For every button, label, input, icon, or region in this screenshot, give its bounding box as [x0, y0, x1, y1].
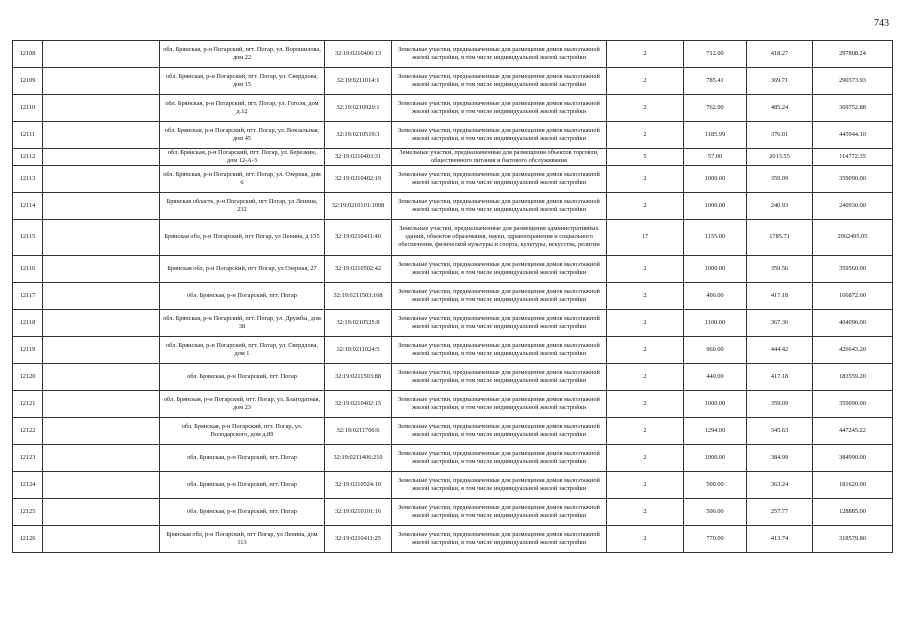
- cell-cadastral-value: 181620.00: [813, 471, 893, 498]
- cell-record-id: 12125: [13, 498, 43, 525]
- cell-address: обл. Брянская, р-н Погарский, пгт. Погар, ул. Березкин, дом 12-А-3: [160, 149, 325, 166]
- cell-record-id: 12110: [13, 95, 43, 122]
- table-row: [13, 336, 893, 363]
- cell-record-id: 12109: [13, 68, 43, 95]
- cell-group: 2: [607, 68, 684, 95]
- cell-area: 770.00: [684, 525, 747, 552]
- cell-area: 1294.00: [684, 417, 747, 444]
- cell-spacer: [43, 122, 160, 149]
- cell-cadastral-value: 2062495.05: [813, 219, 893, 255]
- cell-address: обл. Брянская, р-н Погарский, пгт. Погар, ул. Дружбы, дом 38: [160, 309, 325, 336]
- cell-cadastral-value: 359560.00: [813, 255, 893, 282]
- cell-address: обл. Брянская, р-н Погарский, пгт. Погар: [160, 282, 325, 309]
- cell-specific-value: 417.18: [747, 282, 813, 309]
- cell-cadastral-number: 32:19:0210406:13: [325, 41, 392, 68]
- cell-specific-value: 359.56: [747, 255, 813, 282]
- cell-spacer: [43, 309, 160, 336]
- cell-group: 2: [607, 41, 684, 68]
- table-row: [13, 309, 893, 336]
- cell-record-id: 12111: [13, 122, 43, 149]
- cell-area: 57.00: [684, 149, 747, 166]
- cell-cadastral-number: 32:19:0211503:168: [325, 282, 392, 309]
- cell-specific-value: 369.71: [747, 68, 813, 95]
- cell-cadastral-value: 447245.22: [813, 417, 893, 444]
- cell-cadastral-number: 32:19:0210524:10: [325, 471, 392, 498]
- cell-specific-value: 359.09: [747, 390, 813, 417]
- cell-land-use-purpose: Земельные участки, предназначенные для размещения домов малоэтажной жилой застройки, в том числе индивидуальной жилой застройки: [392, 309, 607, 336]
- cell-address: обл. Брянская, р-н Погарский, пгт. Погар, ул. Свердлова, дом 15: [160, 68, 325, 95]
- cell-group: 2: [607, 192, 684, 219]
- cell-group: 2: [607, 255, 684, 282]
- cell-cadastral-number: 32:19:0210101:1008: [325, 192, 392, 219]
- cell-spacer: [43, 498, 160, 525]
- cell-cadastral-number: 32:19:0211406:210: [325, 444, 392, 471]
- cell-land-use-purpose: Земельные участки, предназначенные для размещения домов малоэтажной жилой застройки, в том числе индивидуальной жилой застройки: [392, 336, 607, 363]
- cell-address: обл. Брянская, р-н Погарский, пгт. Погар: [160, 498, 325, 525]
- cell-land-use-purpose: Земельные участки, предназначенные для размещения домов малоэтажной жилой застройки, в том числе индивидуальной жилой застройки: [392, 255, 607, 282]
- cell-record-id: 12115: [13, 219, 43, 255]
- table-row: [13, 122, 893, 149]
- cell-cadastral-value: 128885.00: [813, 498, 893, 525]
- cell-cadastral-number: 32:19:0211503:88: [325, 363, 392, 390]
- cell-area: 1155.00: [684, 219, 747, 255]
- cell-specific-value: 417.18: [747, 363, 813, 390]
- cell-land-use-purpose: Земельные участки, предназначенные для размещения домов малоэтажной жилой застройки, в том числе индивидуальной жилой застройки: [392, 165, 607, 192]
- cell-cadastral-number: 32:19:0211014:1: [325, 68, 392, 95]
- cell-record-id: 12114: [13, 192, 43, 219]
- cell-cadastral-number: 32:19:0210525:8: [325, 309, 392, 336]
- cell-land-use-purpose: Земельные участки, предназначенные для размещения домов малоэтажной жилой застройки, в том числе индивидуальной жилой застройки: [392, 68, 607, 95]
- cell-cadastral-value: 240930.00: [813, 192, 893, 219]
- cell-cadastral-number: 32:19:0211706:6: [325, 417, 392, 444]
- cell-group: 2: [607, 444, 684, 471]
- cell-address: обл. Брянская, р-н Погарский, пгт. Погар: [160, 363, 325, 390]
- cell-record-id: 12123: [13, 444, 43, 471]
- page-number: 743: [874, 18, 889, 29]
- cell-group: 17: [607, 219, 684, 255]
- cell-spacer: [43, 390, 160, 417]
- cell-address: обл. Брянская, р-н Погарский, пгт. Погар: [160, 444, 325, 471]
- cell-spacer: [43, 68, 160, 95]
- cell-cadastral-value: 359090.00: [813, 390, 893, 417]
- cell-area: 712.00: [684, 41, 747, 68]
- cell-spacer: [43, 41, 160, 68]
- cell-land-use-purpose: Земельные участки, предназначенные для размещения домов малоэтажной жилой застройки, в том числе индивидуальной жилой застройки: [392, 282, 607, 309]
- table-row: [13, 95, 893, 122]
- cell-area: 1100.00: [684, 309, 747, 336]
- cell-specific-value: 413.74: [747, 525, 813, 552]
- cell-record-id: 12124: [13, 471, 43, 498]
- cell-group: 2: [607, 95, 684, 122]
- cell-specific-value: 367.36: [747, 309, 813, 336]
- cell-area: 960.00: [684, 336, 747, 363]
- table-row: [13, 498, 893, 525]
- cell-record-id: 12122: [13, 417, 43, 444]
- cell-record-id: 12118: [13, 309, 43, 336]
- table-row: [13, 471, 893, 498]
- cell-address: Брянская обл, р-н Погарский, пгт Погар, ул Ленина, дом 113: [160, 525, 325, 552]
- cell-cadastral-value: 183559.20: [813, 363, 893, 390]
- cell-record-id: 12126: [13, 525, 43, 552]
- cadastral-registry-table: [12, 40, 893, 553]
- cell-specific-value: 257.77: [747, 498, 813, 525]
- cell-spacer: [43, 255, 160, 282]
- cell-address: Брянская обл, р-н Погарский, пгт Погар, ул Озерная, 27: [160, 255, 325, 282]
- table-row: [13, 41, 893, 68]
- table-row: [13, 390, 893, 417]
- cell-land-use-purpose: Земельные участки, предназначенные для размещения домов малоэтажной жилой застройки, в том числе индивидуальной жилой застройки: [392, 390, 607, 417]
- cell-cadastral-value: 359090.00: [813, 165, 893, 192]
- cell-area: 500.00: [684, 498, 747, 525]
- cell-cadastral-value: 404096.00: [813, 309, 893, 336]
- cell-group: 2: [607, 363, 684, 390]
- cell-address: обл. Брянская, р-н Погарский, пгт. Погар, ул. Ворошилова, дом 22: [160, 41, 325, 68]
- cell-cadastral-number: 32:19:0210920:1: [325, 95, 392, 122]
- cell-cadastral-number: 32:19:0210411:40: [325, 219, 392, 255]
- cell-record-id: 12119: [13, 336, 43, 363]
- table-row: [13, 417, 893, 444]
- cell-land-use-purpose: Земельные участки, предназначенные для размещения домов малоэтажной жилой застройки, в том числе индивидуальной жилой застройки: [392, 41, 607, 68]
- cell-specific-value: 2013.55: [747, 149, 813, 166]
- cell-spacer: [43, 471, 160, 498]
- cell-spacer: [43, 417, 160, 444]
- cell-cadastral-value: 384990.00: [813, 444, 893, 471]
- cell-cadastral-number: 32:19:0210411:25: [325, 525, 392, 552]
- cell-land-use-purpose: Земельные участки, предназначенные для размещения домов малоэтажной жилой застройки, в том числе индивидуальной жилой застройки: [392, 525, 607, 552]
- cell-address: Брянская область, р-н Погарский, пгт Погар, ул Ленина, 232: [160, 192, 325, 219]
- cell-group: 2: [607, 498, 684, 525]
- cell-spacer: [43, 95, 160, 122]
- cell-cadastral-value: 426643.20: [813, 336, 893, 363]
- cell-cadastral-number: 32:19:0210519:3: [325, 122, 392, 149]
- cell-record-id: 12112: [13, 149, 43, 166]
- table-row: [13, 219, 893, 255]
- cell-land-use-purpose: Земельные участки, предназначенные для размещения домов малоэтажной жилой застройки, в том числе индивидуальной жилой застройки: [392, 122, 607, 149]
- cell-spacer: [43, 149, 160, 166]
- cell-cadastral-value: 445944.10: [813, 122, 893, 149]
- cell-cadastral-value: 166872.00: [813, 282, 893, 309]
- cell-land-use-purpose: Земельные участки, предназначенные для размещения домов малоэтажной жилой застройки, в том числе индивидуальной жилой застройки: [392, 417, 607, 444]
- cell-land-use-purpose: Земельные участки, предназначенные для размещения домов малоэтажной жилой застройки, в том числе индивидуальной жилой застройки: [392, 498, 607, 525]
- cell-group: 2: [607, 122, 684, 149]
- cell-record-id: 12113: [13, 165, 43, 192]
- cell-spacer: [43, 444, 160, 471]
- cell-spacer: [43, 282, 160, 309]
- cell-specific-value: 345.63: [747, 417, 813, 444]
- cell-record-id: 12116: [13, 255, 43, 282]
- cell-specific-value: 359.09: [747, 165, 813, 192]
- cell-area: 1185.99: [684, 122, 747, 149]
- cell-address: обл. Брянская, р-н Погарский, пгт. Погар, ул. Озерная, дом 6: [160, 165, 325, 192]
- cell-area: 1000.00: [684, 390, 747, 417]
- cell-record-id: 12121: [13, 390, 43, 417]
- cell-specific-value: 376.01: [747, 122, 813, 149]
- cell-address: обл. Брянская, р-н Погарский, пгт. Погар: [160, 471, 325, 498]
- table-row: [13, 255, 893, 282]
- cell-cadastral-value: 297808.24: [813, 41, 893, 68]
- cell-record-id: 12120: [13, 363, 43, 390]
- table-row: [13, 444, 893, 471]
- cell-address: Брянская обл, р-н Погарский, пгт Погар, ул Ленина, д 155: [160, 219, 325, 255]
- table-row: [13, 282, 893, 309]
- cell-specific-value: 1785.71: [747, 219, 813, 255]
- cell-cadastral-value: 369752.88: [813, 95, 893, 122]
- cell-cadastral-value: 318579.80: [813, 525, 893, 552]
- cell-group: 5: [607, 149, 684, 166]
- cell-spacer: [43, 219, 160, 255]
- cell-cadastral-number: 32:19:0210402:19: [325, 165, 392, 192]
- cell-land-use-purpose: Земельные участки, предназначенные для размещения домов малоэтажной жилой застройки, в том числе индивидуальной жилой застройки: [392, 444, 607, 471]
- cell-specific-value: 363.24: [747, 471, 813, 498]
- cell-specific-value: 418.27: [747, 41, 813, 68]
- cell-address: обл. Брянская, р-н Погарский, пгт. Погар, ул. Вокзальная, дом 45: [160, 122, 325, 149]
- cell-area: 1000.00: [684, 192, 747, 219]
- cell-area: 400.00: [684, 282, 747, 309]
- cell-area: 1000.00: [684, 444, 747, 471]
- cell-land-use-purpose: Земельные участки, предназначенные для размещения домов малоэтажной жилой застройки, в том числе индивидуальной жилой застройки: [392, 363, 607, 390]
- cell-cadastral-number: 32:19:0210101:16: [325, 498, 392, 525]
- cell-land-use-purpose: Земельные участки, предназначенные для размещения административных зданий, объектов образования, науки, здравоохранения и социального обеспечения, физической культуры и спорта, культуры, искусства, религии: [392, 219, 607, 255]
- cell-address: обл. Брянская, р-н Погарский, пгт. Погар, ул. Володарского, дом д.89: [160, 417, 325, 444]
- cell-specific-value: 485.24: [747, 95, 813, 122]
- table-row: [13, 363, 893, 390]
- cell-group: 2: [607, 525, 684, 552]
- cell-spacer: [43, 363, 160, 390]
- cell-cadastral-value: 114772.35: [813, 149, 893, 166]
- cell-cadastral-number: 32:19:0210403:31: [325, 149, 392, 166]
- cell-address: обл. Брянская, р-н Погарский, пгт. Погар, ул. Благодатная, дом 23: [160, 390, 325, 417]
- cell-specific-value: 384.99: [747, 444, 813, 471]
- cell-area: 500.00: [684, 471, 747, 498]
- cell-record-id: 12108: [13, 41, 43, 68]
- cell-area: 762.00: [684, 95, 747, 122]
- cell-cadastral-number: 32:19:0210402:15: [325, 390, 392, 417]
- cell-group: 2: [607, 336, 684, 363]
- cell-cadastral-value: 290373.93: [813, 68, 893, 95]
- table-row: [13, 149, 893, 166]
- cell-group: 2: [607, 309, 684, 336]
- cell-group: 2: [607, 390, 684, 417]
- cell-cadastral-number: 32:19:0210502:42: [325, 255, 392, 282]
- cell-group: 2: [607, 282, 684, 309]
- cell-address: обл. Брянская, р-н Погарский, пгт. Погар, ул. Свердлова, дом 1: [160, 336, 325, 363]
- registry-body: [13, 41, 893, 553]
- cell-spacer: [43, 192, 160, 219]
- cell-area: 785.41: [684, 68, 747, 95]
- cell-group: 2: [607, 165, 684, 192]
- cell-specific-value: 444.42: [747, 336, 813, 363]
- cell-spacer: [43, 336, 160, 363]
- cell-group: 2: [607, 417, 684, 444]
- cell-record-id: 12117: [13, 282, 43, 309]
- table-row: [13, 192, 893, 219]
- table-row: [13, 525, 893, 552]
- cell-area: 440.00: [684, 363, 747, 390]
- cell-area: 1000.00: [684, 255, 747, 282]
- cell-land-use-purpose: Земельные участки, предназначенные для размещения домов малоэтажной жилой застройки, в том числе индивидуальной жилой застройки: [392, 95, 607, 122]
- cell-address: обл. Брянская, р-н Погарский, пгт. Погар, ул. Гоголя, дом д.12: [160, 95, 325, 122]
- table-row: [13, 68, 893, 95]
- cell-spacer: [43, 165, 160, 192]
- cell-spacer: [43, 525, 160, 552]
- cell-land-use-purpose: Земельные участки, предназначенные для размещения домов малоэтажной жилой застройки, в том числе индивидуальной жилой застройки: [392, 471, 607, 498]
- cell-cadastral-number: 32:19:0211024:5: [325, 336, 392, 363]
- cell-specific-value: 240.93: [747, 192, 813, 219]
- cell-group: 2: [607, 471, 684, 498]
- cell-area: 1000.00: [684, 165, 747, 192]
- table-row: [13, 165, 893, 192]
- cell-land-use-purpose: Земельные участки, предназначенные для размещения домов малоэтажной жилой застройки, в том числе индивидуальной жилой застройки: [392, 192, 607, 219]
- cell-land-use-purpose: Земельные участки, предназначенные для размещения объектов торговли, общественного питания и бытового обслуживания: [392, 149, 607, 166]
